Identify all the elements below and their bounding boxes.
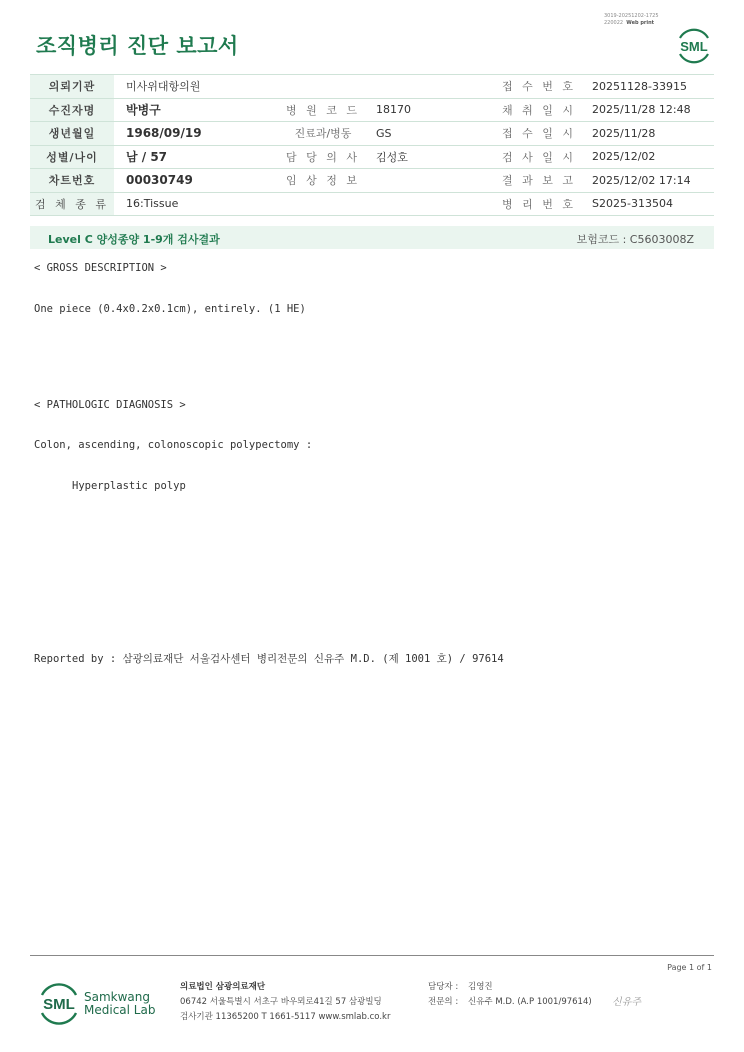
staff-value: 김영진 — [468, 982, 493, 992]
patient-name-value: 박병구 — [114, 98, 282, 122]
hospital-code-value: 18170 — [364, 98, 498, 122]
staff-info — [428, 980, 592, 1010]
table-row — [30, 192, 714, 216]
patient-name-label: 수진자명 — [30, 98, 114, 122]
brand-name-line2: Medical Lab — [84, 1003, 156, 1017]
clinical-info-value — [364, 169, 498, 193]
diagnosis-result: Hyperplastic polyp — [72, 480, 186, 492]
sml-logo-icon — [36, 980, 82, 1026]
specialist-value: 신유주 M.D. (A.P 1001/97614) — [468, 997, 592, 1007]
clinical-info-label: 임 상 정 보 — [282, 169, 364, 193]
receipt-date-value: 2025/11/28 — [580, 122, 714, 146]
print-meta-line2 — [604, 20, 659, 27]
table-row — [30, 122, 714, 146]
department-value: GS — [364, 122, 498, 146]
pathology-no-label: 병 리 번 호 — [498, 192, 580, 216]
diagnosis-heading: < PATHOLOGIC DIAGNOSIS > — [34, 399, 186, 411]
staff-label: 담당자 : — [428, 982, 459, 992]
doctor-value: 김성호 — [364, 145, 498, 169]
gross-heading: < GROSS DESCRIPTION > — [34, 262, 167, 274]
receipt-no-label: 접 수 번 호 — [498, 75, 580, 99]
chart-no-label: 차트번호 — [30, 169, 114, 193]
table-row — [30, 169, 714, 193]
sml-logo-text: SML — [680, 39, 708, 54]
sml-logo-icon — [674, 26, 714, 64]
sex-age-label: 성별/나이 — [30, 145, 114, 169]
insurance-code: 보험코드 : C5603008Z — [576, 233, 694, 246]
specimen-type-value: 16:Tissue — [114, 192, 498, 216]
page-title: 조직병리 진단 보고서 — [36, 34, 239, 58]
referring-institution-value: 미사위대항의원 — [114, 75, 498, 99]
level-text: Level C 양성종양 1-9개 검사결과 — [48, 233, 220, 246]
report-time-value: 2025/12/02 17:14 — [580, 169, 714, 193]
specimen-type-label: 검 체 종 류 — [30, 192, 114, 216]
specialist-row — [428, 995, 592, 1010]
table-row — [30, 98, 714, 122]
table-row — [30, 75, 714, 99]
gross-text: One piece (0.4x0.2x0.1cm), entirely. (1 HE) — [34, 303, 306, 315]
sex-age-value: 남 / 57 — [114, 145, 282, 169]
birth-date-label: 생년월일 — [30, 122, 114, 146]
reported-by: Reported by : 삼광의료재단 서울검사센터 병리전문의 신유주 M.D. (제 1001 호) / 97614 — [34, 653, 504, 665]
print-meta-code: 220022 — [604, 20, 624, 26]
birth-date-value: 1968/09/19 — [114, 122, 282, 146]
diagnosis-site: Colon, ascending, colonoscopic polypectomy : — [34, 439, 313, 451]
table-row — [30, 145, 714, 169]
specialist-label: 전문의 : — [428, 997, 459, 1007]
print-meta — [604, 13, 659, 27]
exam-date-label: 검 사 일 시 — [498, 145, 580, 169]
page-number: Page 1 of 1 — [667, 963, 712, 972]
org-contact: 검사기관 11365200 T 1661-5117 www.smlab.co.kr — [180, 1012, 391, 1022]
staff-row — [428, 980, 592, 995]
pathology-no-value: S2025-313504 — [580, 192, 714, 216]
receipt-no-value: 20251128-33915 — [580, 75, 714, 99]
footer-divider — [30, 955, 714, 956]
referring-institution-label: 의뢰기관 — [30, 75, 114, 99]
level-bar — [30, 226, 714, 249]
exam-date-value: 2025/12/02 — [580, 145, 714, 169]
footer-logo-text — [84, 991, 155, 1017]
brand-name-line1: Samkwang — [84, 990, 150, 1004]
report-time-label: 결 과 보 고 — [498, 169, 580, 193]
org-name: 의료법인 삼광의료재단 — [180, 982, 266, 992]
footer-logo-short: SML — [43, 996, 75, 1013]
signature: 신유주 — [612, 997, 641, 1008]
print-meta-line1: 3019-20251202-1725 — [604, 13, 659, 19]
patient-info-table — [30, 74, 714, 216]
org-address: 06742 서울특별시 서초구 바우뫼로41길 57 삼광빌딩 — [180, 997, 382, 1007]
footer-logo — [36, 980, 156, 1026]
print-meta-label: Web print — [626, 20, 655, 26]
collection-time-value: 2025/11/28 12:48 — [580, 98, 714, 122]
receipt-date-label: 접 수 일 시 — [498, 122, 580, 146]
organization-info — [180, 980, 390, 1025]
department-label: 진료과/병동 — [282, 122, 364, 146]
doctor-label: 담 당 의 사 — [282, 145, 364, 169]
chart-no-value: 00030749 — [114, 169, 282, 193]
hospital-code-label: 병 원 코 드 — [282, 98, 364, 122]
collection-time-label: 채 취 일 시 — [498, 98, 580, 122]
